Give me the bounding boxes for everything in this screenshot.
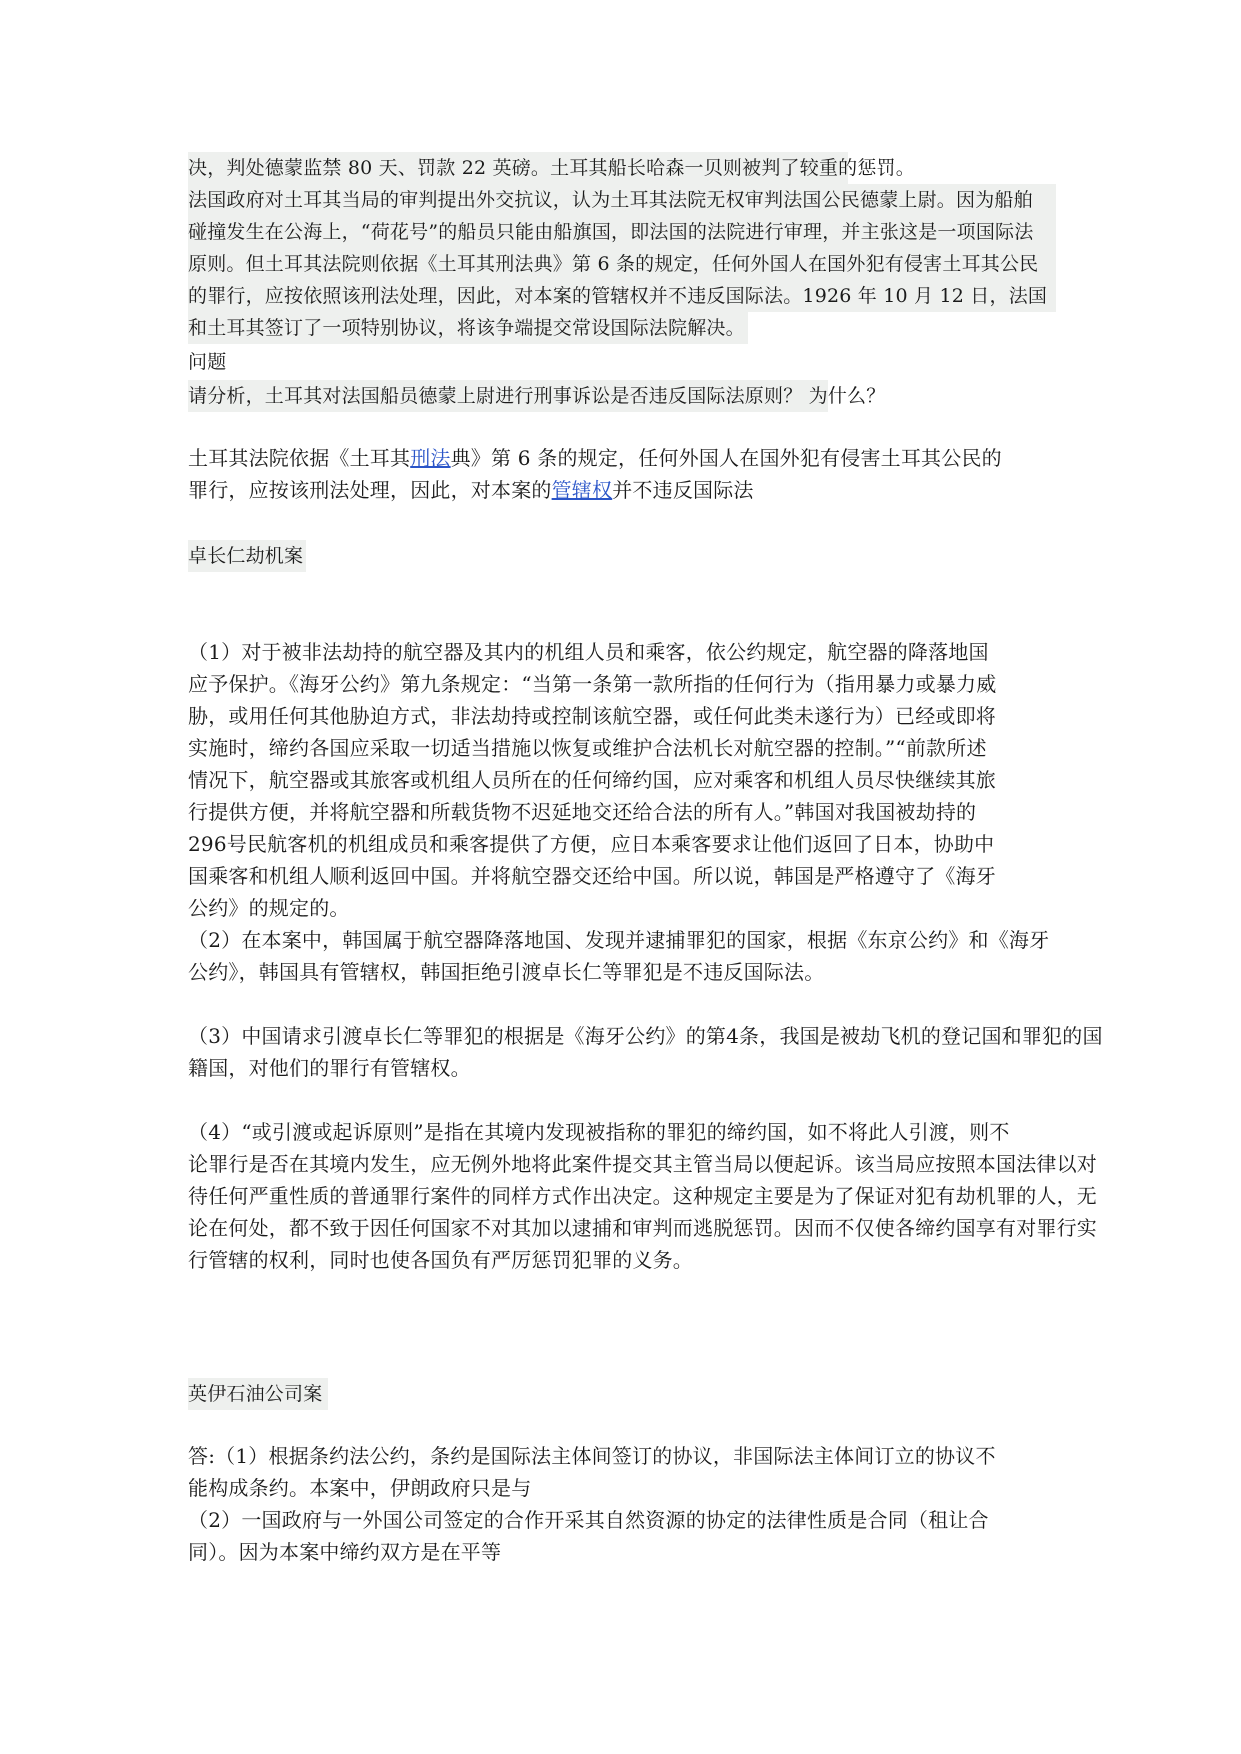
case2-p4-line-5: 行管辖的权利，同时也使各国负有严厉惩罚犯罪的义务。 — [188, 1248, 693, 1272]
case1-line-1: 决，判处德蒙监禁 80 天、罚款 22 英磅。土耳其船长哈森一贝则被判了较重的惩罚。 — [188, 152, 848, 184]
case1-line-5: 的罪行，应按依照该刑法处理，因此，对本案的管辖权并不违反国际法。1926 年 10 月 12 日，法国 — [188, 280, 1056, 312]
case2-title: 卓长仁劫机案 — [188, 540, 306, 572]
case1-line-6: 和土耳其签订了一项特别协议，将该争端提交常设国际法院解决。 — [188, 312, 748, 344]
case2-p1-line-9: 公约》的规定的。 — [188, 896, 350, 920]
case2-p1-line-7: 296号民航客机的机组成员和乘客提供了方便，应日本乘客要求让他们返回了日本，协助中 — [188, 832, 995, 856]
case2-p1-line-2: 应予保护。《海牙公约》第九条规定：“当第一条第一款所指的任何行为（指用暴力或暴力威 — [188, 672, 997, 696]
answer-text: 并不违反国际法 — [612, 478, 754, 502]
case2-p4-line-1: （4）“或引渡或起诉原则”是指在其境内发现被指称的罪犯的缔约国，如不将此人引渡，则不 — [188, 1120, 1010, 1144]
case3-p1-line-2: 能构成条约。本案中，伊朗政府只是与 — [188, 1476, 532, 1500]
answer-text: 典》第 6 条的规定，任何外国人在国外犯有侵害土耳其公民的 — [450, 446, 1002, 470]
answer-line-1 — [188, 442, 1002, 474]
criminal-law-link[interactable]: 刑法 — [410, 446, 451, 470]
case2-p1-line-8: 国乘客和机组人顺利返回中国。并将航空器交还给中国。所以说，韩国是严格遵守了《海牙 — [188, 864, 996, 888]
case2-p1-line-5: 情况下，航空器或其旅客或机组人员所在的任何缔约国，应对乘客和机组人员尽快继续其旅 — [188, 768, 996, 792]
case1-line-2: 法国政府对土耳其当局的审判提出外交抗议，认为土耳其法院无权审判法国公民德蒙上尉。因为船舶 — [188, 184, 1056, 216]
case1-line-3: 碰撞发生在公海上，“荷花号”的船员只能由船旗国，即法国的法院进行审理，并主张这是一项国际法 — [188, 216, 1056, 248]
answer-line-2 — [188, 474, 754, 506]
case2-p4-line-2: 论罪行是否在其境内发生，应无例外地将此案件提交其主管当局以便起诉。该当局应按照本国法律以对 — [188, 1152, 1097, 1176]
case2-p3-line-2: 籍国，对他们的罪行有管辖权。 — [188, 1056, 471, 1080]
case2-p1-line-4: 实施时，缔约各国应采取一切适当措施以恢复或维护合法机长对航空器的控制。”“前款所述 — [188, 736, 987, 760]
case1-line-4: 原则。但土耳其法院则依据《土耳其刑法典》第 6 条的规定，任何外国人在国外犯有侵害土耳其公民 — [188, 248, 1056, 280]
case2-p4-line-4: 论在何处，都不致于因任何国家不对其加以逮捕和审判而逃脱惩罚。因而不仅使各缔约国享有对罪行实 — [188, 1216, 1097, 1240]
case2-p1-line-1: （1）对于被非法劫持的航空器及其内的机组人员和乘客，依公约规定，航空器的降落地国 — [188, 640, 989, 664]
case2-p2-line-2: 公约》，韩国具有管辖权，韩国拒绝引渡卓长仁等罪犯是不违反国际法。 — [188, 960, 825, 984]
case3-p2-line-1: （2）一国政府与一外国公司签定的合作开采其自然资源的协定的法律性质是合同（租让合 — [188, 1508, 989, 1532]
case3-p1-line-1: 答:（1）根据条约法公约，条约是国际法主体间签订的协议，非国际法主体间订立的协议不 — [188, 1444, 996, 1468]
answer-text: 罪行，应按该刑法处理，因此，对本案的 — [188, 478, 552, 502]
case2-p1-line-3: 胁，或用任何其他胁迫方式，非法劫持或控制该航空器，或任何此类未遂行为）已经或即将 — [188, 704, 996, 728]
case3-p2-line-2: 同）。因为本案中缔约双方是在平等 — [188, 1540, 502, 1564]
answer-text: 土耳其法院依据《土耳其 — [188, 446, 411, 470]
question-heading: 问题 — [188, 351, 227, 373]
case2-p1-line-6: 行提供方便，并将航空器和所载货物不迟延地交还给合法的所有人。”韩国对我国被劫持的 — [188, 800, 977, 824]
case2-p4-line-3: 待任何严重性质的普通罪行案件的同样方式作出决定。这种规定主要是为了保证对犯有劫机罪的人，无 — [188, 1184, 1097, 1208]
question-text: 请分析，土耳其对法国船员德蒙上尉进行刑事诉讼是否违反国际法原则？ 为什么？ — [188, 380, 828, 412]
case2-p3-line-1: （3）中国请求引渡卓长仁等罪犯的根据是《海牙公约》的第4条，我国是被劫飞机的登记国和罪犯的国 — [188, 1024, 1103, 1048]
jurisdiction-link[interactable]: 管辖权 — [551, 478, 613, 502]
case3-title: 英伊石油公司案 — [188, 1378, 328, 1410]
case2-p2-line-1: （2）在本案中，韩国属于航空器降落地国、发现并逮捕罪犯的国家，根据《东京公约》和《海牙 — [188, 928, 1050, 952]
